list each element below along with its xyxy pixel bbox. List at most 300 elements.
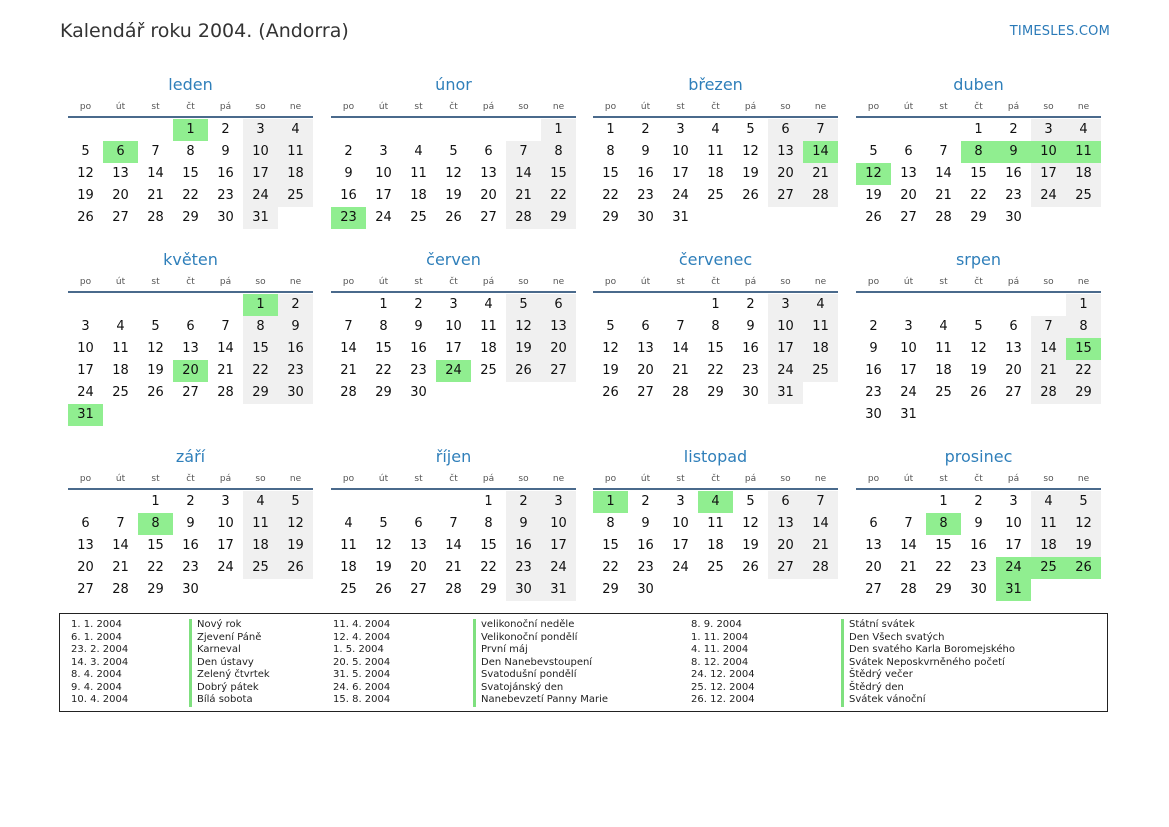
weekday-header (68, 273, 313, 293)
day-cell: 14 (1031, 338, 1066, 360)
day-cell: 19 (147, 363, 164, 378)
weekday-label: st (151, 277, 160, 287)
day-cell: 12 (445, 166, 462, 181)
day-cell: 13 (112, 166, 129, 181)
day-cell: 6 (869, 516, 878, 531)
legend-date: 11. 4. 2004 (333, 619, 391, 630)
weekday-label: út (378, 277, 389, 287)
day-cell: 17 (900, 363, 917, 378)
day-cell: 31 (672, 210, 689, 225)
legend-date: 10. 4. 2004 (71, 694, 129, 705)
day-cell: 1 (974, 122, 983, 137)
empty-cell (436, 119, 471, 141)
day-cell: 15 (970, 166, 987, 181)
day-cell: 22 (147, 560, 164, 575)
page-title: Kalendář roku 2004. (Andorra) (60, 20, 349, 42)
day-cell: 15 (602, 538, 619, 553)
day-cell: 20 (112, 188, 129, 203)
day-cell: 27 (768, 557, 803, 579)
month-name: červenec (678, 250, 753, 269)
day-cell: 9 (414, 319, 423, 334)
day-cell: 26 (506, 360, 541, 382)
day-cell: 27 (541, 360, 576, 382)
day-cell: 15 (243, 338, 278, 360)
day-cell: 21 (506, 185, 541, 207)
legend-holiday-name: Štědrý den (841, 682, 904, 695)
day-cell: 27 (480, 210, 497, 225)
weekday-label: st (414, 277, 423, 287)
day-cell: 6 (484, 144, 493, 159)
day-cell: 14 (147, 166, 164, 181)
weekday-label: st (414, 102, 423, 112)
weekday-label: pá (482, 474, 495, 484)
day-cell: 27 (112, 210, 129, 225)
legend-date: 24. 6. 2004 (333, 681, 391, 693)
weekday-label: ne (552, 474, 565, 484)
weekday-label: čt (974, 102, 983, 112)
day-cell: 28 (900, 582, 917, 597)
day-cell: 18 (243, 535, 278, 557)
month-9 (68, 446, 313, 601)
day-cell: 31 (996, 579, 1031, 601)
legend-date: 26. 12. 2004 (691, 694, 755, 705)
day-cell: 12 (375, 538, 392, 553)
weekday-label: út (903, 474, 914, 484)
day-cell: 14 (803, 513, 838, 535)
day-cell: 3 (676, 122, 685, 137)
day-cell: 1 (606, 122, 615, 137)
day-cell: 2 (641, 122, 650, 137)
day-cell: 21 (672, 363, 689, 378)
legend-date: 14. 3. 2004 (71, 656, 129, 668)
day-cell: 13 (1005, 341, 1022, 356)
day-cell: 4 (278, 119, 313, 141)
day-cell: 5 (869, 144, 878, 159)
day-cell: 30 (1005, 210, 1022, 225)
day-cell: 19 (506, 338, 541, 360)
legend-holiday-name: Bílá sobota (189, 694, 253, 707)
day-cell: 27 (1005, 385, 1022, 400)
month-name: červen (426, 250, 481, 269)
day-grid (856, 491, 1101, 601)
day-cell: 30 (865, 407, 882, 422)
day-cell: 7 (1031, 316, 1066, 338)
day-cell: 17 (375, 188, 392, 203)
day-cell: 5 (379, 516, 388, 531)
day-cell: 21 (803, 163, 838, 185)
day-cell: 27 (865, 582, 882, 597)
legend-date: 24. 12. 2004 (691, 669, 755, 680)
day-cell: 11 (112, 341, 129, 356)
legend-date: 6. 1. 2004 (71, 631, 122, 643)
weekday-label: so (780, 474, 791, 484)
day-cell: 18 (1031, 535, 1066, 557)
day-cell: 2 (278, 294, 313, 316)
day-cell: 16 (278, 338, 313, 360)
weekday-label: ne (814, 474, 827, 484)
day-cell: 2 (1009, 122, 1018, 137)
day-cell: 31 (541, 579, 576, 601)
weekday-header (856, 98, 1101, 118)
day-cell: 22 (935, 560, 952, 575)
day-cell: 3 (1009, 494, 1018, 509)
day-cell: 10 (243, 141, 278, 163)
day-cell: 19 (742, 538, 759, 553)
day-cell: 6 (414, 516, 423, 531)
day-cell: 20 (480, 188, 497, 203)
day-cell: 25 (707, 560, 724, 575)
day-cell: 19 (602, 363, 619, 378)
day-cell: 3 (1031, 119, 1066, 141)
day-cell: 9 (278, 316, 313, 338)
day-cell: 14 (803, 141, 838, 163)
day-cell: 10 (445, 319, 462, 334)
day-cell: 9 (186, 516, 195, 531)
day-cell: 14 (935, 166, 952, 181)
month-7 (593, 249, 838, 404)
day-cell: 12 (970, 341, 987, 356)
day-cell: 24 (243, 185, 278, 207)
day-cell: 17 (1005, 538, 1022, 553)
day-cell: 13 (768, 513, 803, 535)
day-cell: 1 (541, 119, 576, 141)
day-cell: 31 (768, 382, 803, 404)
weekday-label: po (342, 474, 355, 484)
day-cell: 29 (1066, 382, 1101, 404)
day-cell: 19 (1066, 535, 1101, 557)
day-cell: 30 (742, 385, 759, 400)
legend-date: 1. 1. 2004 (71, 619, 122, 630)
day-cell: 15 (147, 538, 164, 553)
day-cell: 13 (480, 166, 497, 181)
day-cell: 29 (541, 207, 576, 229)
empty-cell (1031, 294, 1066, 316)
day-cell: 28 (803, 557, 838, 579)
day-cell: 12 (856, 163, 891, 185)
day-cell: 14 (445, 538, 462, 553)
day-cell: 10 (217, 516, 234, 531)
empty-cell (366, 491, 401, 513)
empty-cell (138, 294, 173, 316)
day-cell: 9 (641, 516, 650, 531)
day-cell: 19 (77, 188, 94, 203)
day-cell: 19 (375, 560, 392, 575)
day-cell: 4 (243, 491, 278, 513)
day-cell: 12 (742, 516, 759, 531)
legend-holiday-name: Nanebevzetí Panny Marie (473, 694, 608, 707)
day-cell: 23 (742, 363, 759, 378)
day-cell: 4 (939, 319, 948, 334)
day-cell: 12 (742, 144, 759, 159)
day-cell: 20 (410, 560, 427, 575)
day-cell: 6 (186, 319, 195, 334)
weekday-label: po (79, 474, 92, 484)
day-cell: 11 (1066, 141, 1101, 163)
day-cell: 5 (151, 319, 160, 334)
day-cell: 21 (217, 363, 234, 378)
day-cell: 18 (707, 166, 724, 181)
legend-date: 1. 5. 2004 (333, 644, 384, 655)
day-grid (68, 491, 313, 601)
empty-cell (331, 119, 366, 141)
day-cell: 14 (112, 538, 129, 553)
weekday-label: čt (974, 474, 983, 484)
weekday-header (68, 98, 313, 118)
day-cell: 26 (77, 210, 94, 225)
day-cell: 13 (768, 141, 803, 163)
day-cell: 30 (970, 582, 987, 597)
day-cell: 6 (768, 119, 803, 141)
day-cell: 5 (449, 144, 458, 159)
day-cell: 28 (672, 385, 689, 400)
weekday-label: pá (744, 474, 757, 484)
month-5 (68, 249, 313, 426)
day-cell: 30 (637, 582, 654, 597)
day-cell: 24 (1031, 185, 1066, 207)
month-name: srpen (955, 250, 1002, 269)
day-cell: 29 (480, 582, 497, 597)
day-cell: 9 (344, 166, 353, 181)
day-cell: 25 (707, 188, 724, 203)
day-cell: 25 (1066, 185, 1101, 207)
day-cell: 23 (637, 560, 654, 575)
day-cell: 4 (698, 491, 733, 513)
weekday-label: út (640, 474, 651, 484)
weekday-label: st (151, 474, 160, 484)
day-cell: 8 (961, 141, 996, 163)
day-cell: 20 (1005, 363, 1022, 378)
day-cell: 24 (900, 385, 917, 400)
day-cell: 22 (243, 360, 278, 382)
month-8 (856, 249, 1101, 426)
day-cell: 16 (340, 188, 357, 203)
legend-date: 25. 12. 2004 (691, 681, 755, 693)
day-cell: 16 (506, 535, 541, 557)
empty-cell (173, 294, 208, 316)
day-cell: 8 (926, 513, 961, 535)
day-grid (593, 294, 838, 404)
empty-cell (208, 294, 243, 316)
empty-cell (366, 119, 401, 141)
day-cell: 9 (996, 141, 1031, 163)
day-cell: 5 (746, 122, 755, 137)
day-cell: 20 (768, 535, 803, 557)
day-grid (331, 491, 576, 601)
day-cell: 1 (379, 297, 388, 312)
day-cell: 2 (974, 494, 983, 509)
day-cell: 5 (506, 294, 541, 316)
day-cell: 4 (711, 122, 720, 137)
legend-holiday-name: Zjevení Páně (189, 632, 261, 645)
day-cell: 18 (340, 560, 357, 575)
day-cell: 17 (243, 163, 278, 185)
day-cell: 22 (602, 188, 619, 203)
day-cell: 3 (676, 494, 685, 509)
weekday-label: pá (482, 102, 495, 112)
day-cell: 14 (340, 341, 357, 356)
day-cell: 17 (541, 535, 576, 557)
day-cell: 16 (637, 538, 654, 553)
day-cell: 27 (900, 210, 917, 225)
day-cell: 30 (217, 210, 234, 225)
day-cell: 15 (182, 166, 199, 181)
day-cell: 9 (221, 144, 230, 159)
weekday-label: st (676, 277, 685, 287)
empty-cell (926, 294, 961, 316)
day-cell: 31 (68, 404, 103, 426)
day-cell: 1 (484, 494, 493, 509)
day-cell: 30 (182, 582, 199, 597)
day-cell: 2 (641, 494, 650, 509)
day-cell: 9 (869, 341, 878, 356)
day-cell: 21 (445, 560, 462, 575)
day-cell: 7 (116, 516, 125, 531)
day-cell: 16 (1005, 166, 1022, 181)
weekday-label: po (604, 277, 617, 287)
weekday-label: ne (289, 277, 302, 287)
weekday-label: so (518, 102, 529, 112)
day-cell: 11 (707, 516, 724, 531)
day-cell: 22 (182, 188, 199, 203)
legend-holiday-name: Nový rok (189, 619, 241, 632)
day-cell: 12 (278, 513, 313, 535)
day-cell: 5 (746, 494, 755, 509)
empty-cell (68, 294, 103, 316)
day-cell: 25 (340, 582, 357, 597)
day-cell: 3 (221, 494, 230, 509)
day-cell: 13 (410, 538, 427, 553)
empty-cell (961, 294, 996, 316)
legend-holiday-name: Svatojánský den (473, 682, 563, 695)
month-4 (856, 74, 1101, 229)
month-10 (331, 446, 576, 601)
day-cell: 1 (711, 297, 720, 312)
day-cell: 16 (865, 363, 882, 378)
legend-holiday-name: Svatodušní pondělí (473, 669, 576, 682)
day-cell: 7 (449, 516, 458, 531)
day-cell: 21 (935, 188, 952, 203)
empty-cell (471, 119, 506, 141)
empty-cell (663, 294, 698, 316)
day-cell: 11 (935, 341, 952, 356)
day-cell: 3 (768, 294, 803, 316)
day-cell: 25 (243, 557, 278, 579)
day-cell: 27 (77, 582, 94, 597)
day-cell: 13 (865, 538, 882, 553)
weekday-label: čt (186, 102, 195, 112)
day-cell: 30 (506, 579, 541, 601)
day-cell: 22 (1066, 360, 1101, 382)
empty-cell (103, 491, 138, 513)
day-cell: 17 (672, 538, 689, 553)
weekday-label: so (255, 277, 266, 287)
empty-cell (506, 119, 541, 141)
day-cell: 1 (243, 294, 278, 316)
empty-cell (856, 491, 891, 513)
day-cell: 25 (410, 210, 427, 225)
day-cell: 4 (803, 294, 838, 316)
day-cell: 4 (484, 297, 493, 312)
site-link[interactable]: TIMESLES.COM (1009, 24, 1110, 39)
month-name: březen (688, 75, 743, 94)
day-cell: 24 (672, 560, 689, 575)
weekday-header (593, 470, 838, 490)
day-cell: 11 (707, 144, 724, 159)
empty-cell (628, 294, 663, 316)
day-cell: 22 (602, 560, 619, 575)
day-cell: 26 (602, 385, 619, 400)
day-cell: 17 (768, 338, 803, 360)
day-cell: 24 (541, 557, 576, 579)
weekday-label: čt (711, 474, 720, 484)
day-cell: 11 (243, 513, 278, 535)
empty-cell (891, 294, 926, 316)
day-cell: 7 (676, 319, 685, 334)
day-cell: 9 (641, 144, 650, 159)
day-cell: 13 (182, 341, 199, 356)
day-cell: 29 (147, 582, 164, 597)
month-11 (593, 446, 838, 601)
day-cell: 30 (637, 210, 654, 225)
weekday-label: út (640, 102, 651, 112)
day-cell: 23 (637, 188, 654, 203)
day-cell: 18 (803, 338, 838, 360)
day-cell: 3 (904, 319, 913, 334)
day-cell: 3 (541, 491, 576, 513)
weekday-label: st (676, 102, 685, 112)
day-cell: 6 (103, 141, 138, 163)
weekday-label: ne (1077, 474, 1090, 484)
month-name: únor (435, 75, 472, 94)
day-cell: 18 (112, 363, 129, 378)
day-cell: 6 (81, 516, 90, 531)
day-cell: 27 (182, 385, 199, 400)
day-cell: 12 (77, 166, 94, 181)
day-cell: 20 (637, 363, 654, 378)
day-cell: 8 (379, 319, 388, 334)
day-cell: 21 (147, 188, 164, 203)
day-cell: 23 (331, 207, 366, 229)
empty-cell (891, 119, 926, 141)
legend-holiday-name: První máj (473, 644, 528, 657)
weekday-label: čt (186, 277, 195, 287)
month-3 (593, 74, 838, 229)
day-grid (331, 119, 576, 229)
weekday-label: út (115, 102, 126, 112)
weekday-label: so (1043, 102, 1054, 112)
day-cell: 16 (410, 341, 427, 356)
day-cell: 7 (803, 491, 838, 513)
legend-holiday-name: Den Nanebevstoupení (473, 657, 592, 670)
weekday-label: pá (744, 277, 757, 287)
day-cell: 18 (410, 188, 427, 203)
day-cell: 24 (768, 360, 803, 382)
day-cell: 10 (900, 341, 917, 356)
day-cell: 23 (506, 557, 541, 579)
weekday-label: pá (482, 277, 495, 287)
weekday-label: pá (219, 474, 232, 484)
empty-cell (401, 491, 436, 513)
day-cell: 6 (904, 144, 913, 159)
empty-cell (331, 491, 366, 513)
weekday-label: pá (219, 102, 232, 112)
day-cell: 8 (243, 316, 278, 338)
day-cell: 1 (1066, 294, 1101, 316)
day-cell: 1 (593, 491, 628, 513)
month-2 (331, 74, 576, 229)
day-cell: 6 (641, 319, 650, 334)
day-cell: 24 (375, 210, 392, 225)
